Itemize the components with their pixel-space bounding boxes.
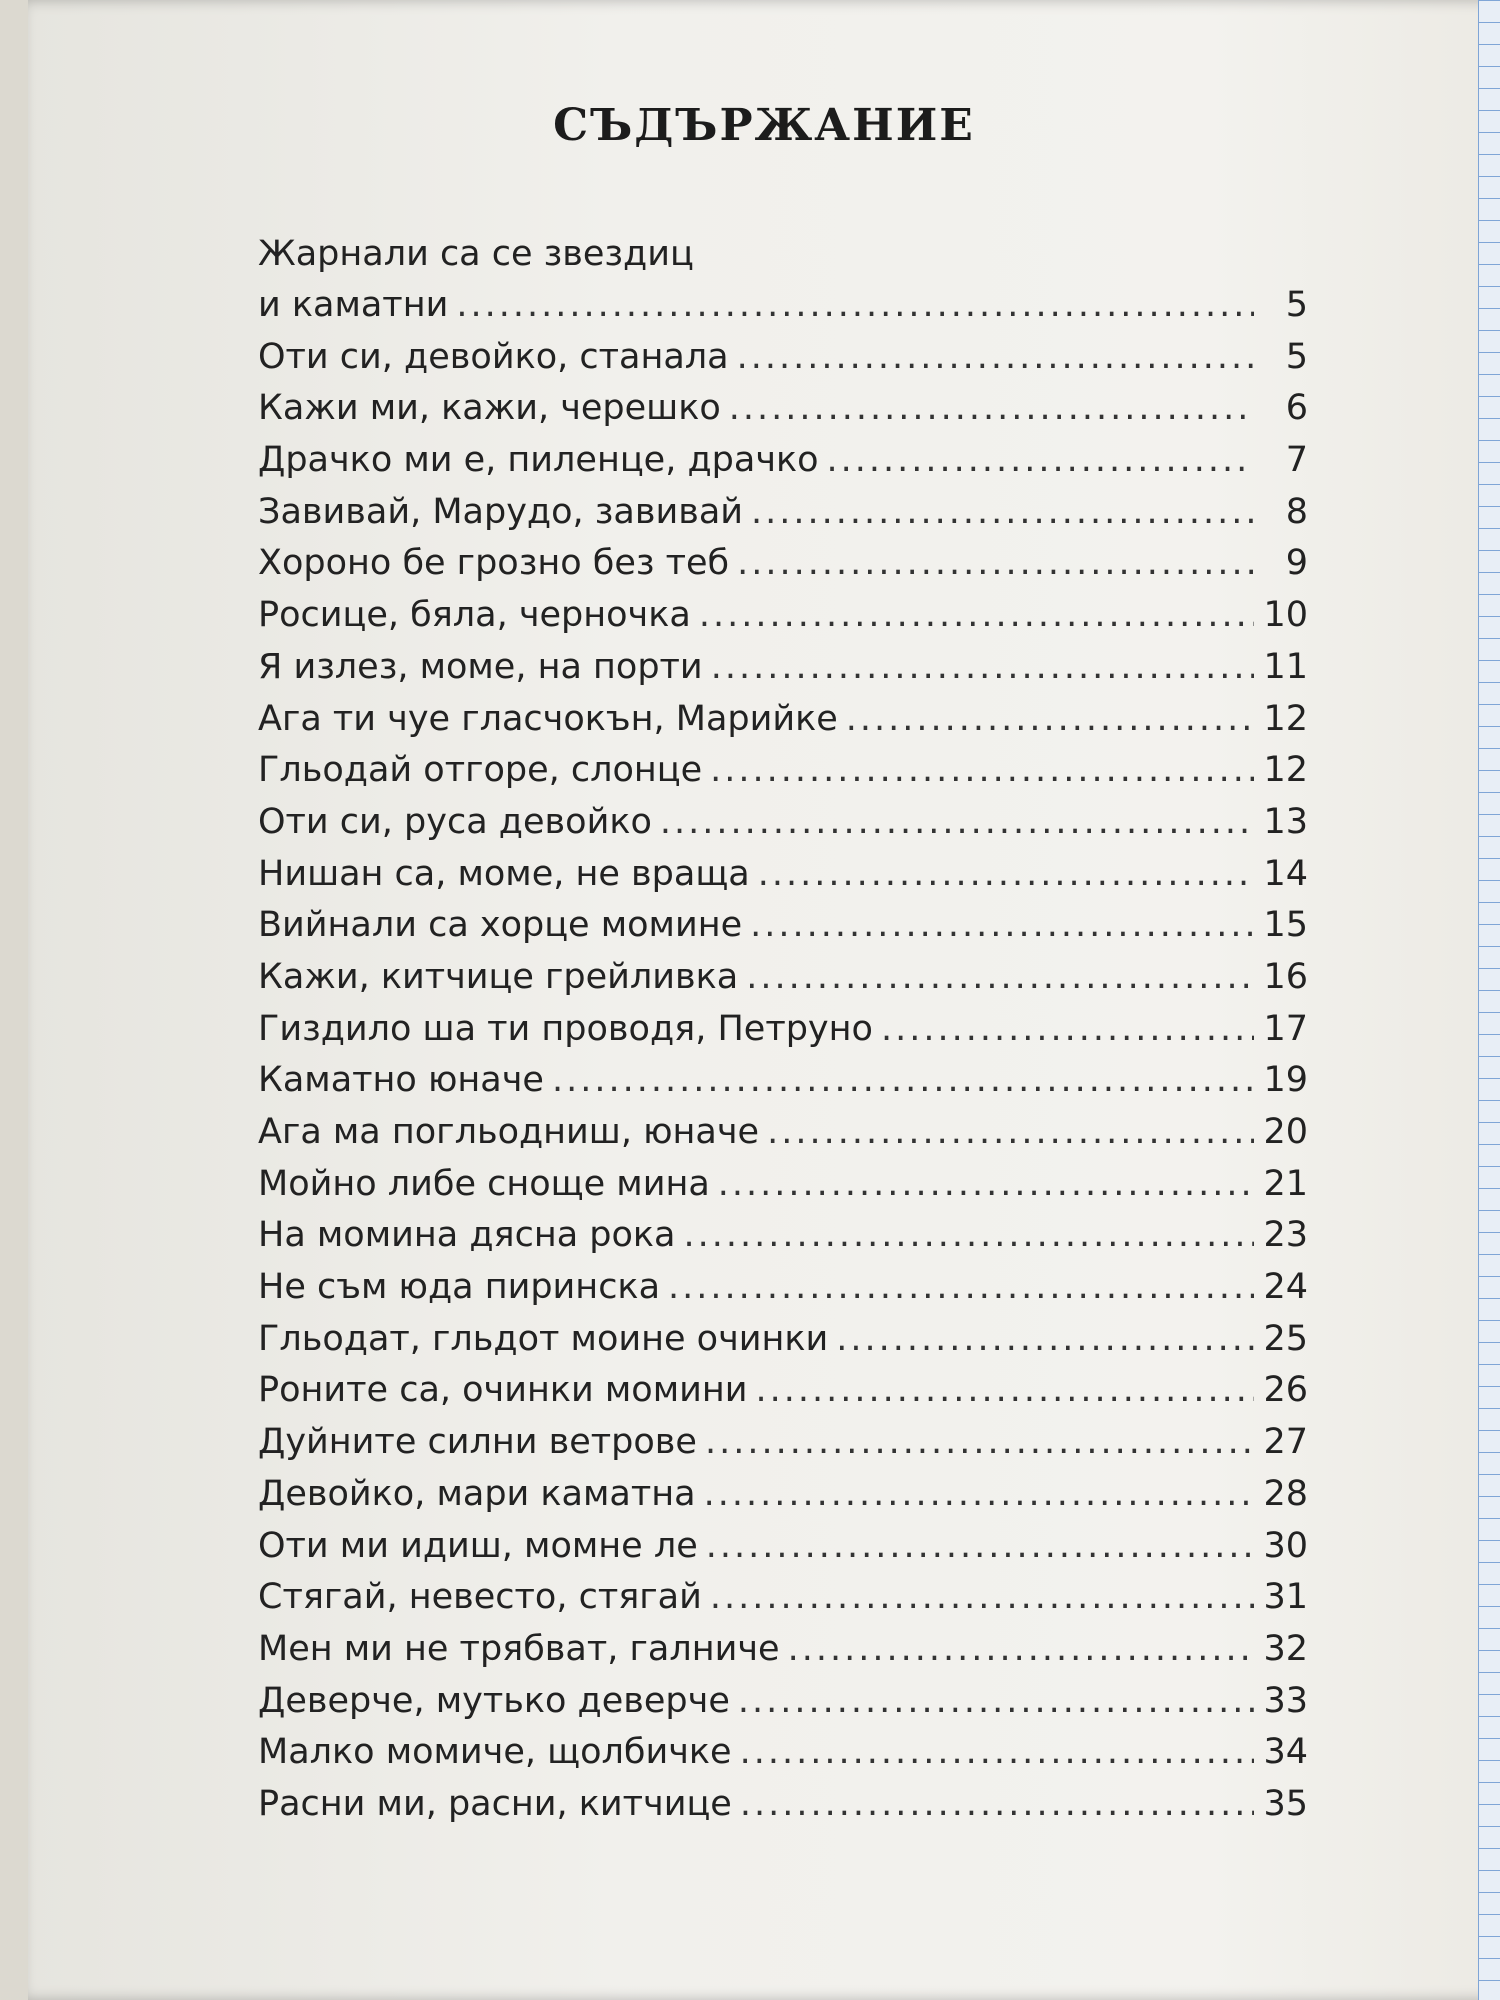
toc-entry-page: 21 <box>1263 1163 1308 1204</box>
dot-leader <box>751 487 1254 539</box>
toc-entry-title: Я излез, моме, на порти <box>258 646 703 687</box>
dot-leader <box>660 797 1254 849</box>
toc-entry-page: 34 <box>1263 1732 1308 1773</box>
dot-leader <box>711 642 1254 694</box>
dot-leader <box>750 900 1254 952</box>
dot-leader <box>710 1572 1254 1624</box>
toc-entry-page: 5 <box>1285 285 1308 325</box>
toc-entry <box>258 952 1308 1004</box>
dot-leader <box>456 280 1254 332</box>
toc-entry <box>258 1572 1308 1624</box>
toc-entry-title: Стягай, невесто, стягай <box>258 1577 702 1618</box>
toc-entry-title: Хороно бе грозно без теб <box>258 543 730 584</box>
page-title: СЪДЪРЖАНИЕ <box>553 100 975 151</box>
toc-entry-page: 24 <box>1263 1267 1308 1308</box>
toc-entry-title: Мен ми не трябват, галниче <box>258 1628 780 1669</box>
toc-entry-title: Расни ми, расни, китчице <box>258 1783 732 1824</box>
toc-entry-title: Ага ти чуе гласчокън, Марийке <box>258 698 838 739</box>
dot-leader <box>836 1314 1254 1366</box>
dot-leader <box>881 1004 1254 1056</box>
toc-entry-title: Ага ма погльодниш, юначе <box>258 1112 760 1152</box>
toc-entry <box>258 797 1308 849</box>
toc-entry-page: 27 <box>1263 1422 1308 1463</box>
toc-entry-title: Малко момиче, щолбичке <box>258 1732 732 1773</box>
toc-entry-title: Гльодай отгоре, слонце <box>258 750 703 791</box>
toc-entry <box>258 1521 1308 1573</box>
toc-entry-page: 30 <box>1263 1525 1308 1566</box>
toc-entry <box>258 900 1308 952</box>
toc-entry-page: 17 <box>1263 1008 1308 1049</box>
toc-entry-page: 10 <box>1263 595 1308 636</box>
dot-leader <box>738 1676 1254 1728</box>
dot-leader <box>788 1624 1254 1676</box>
toc-entry-page: 15 <box>1263 905 1308 946</box>
toc-entry-page: 7 <box>1285 440 1308 481</box>
toc-entry-title: Завивай, Марудо, завивай <box>258 491 744 532</box>
dot-leader <box>668 1262 1254 1314</box>
toc-entry-page: 31 <box>1263 1577 1308 1618</box>
toc-entry <box>258 745 1308 797</box>
toc-entry-title: Девойко, мари каматна <box>258 1473 696 1514</box>
toc-entry-page: 5 <box>1285 336 1308 377</box>
toc-entry <box>258 1210 1308 1262</box>
toc-entry-title: Мойно либе сноще мина <box>258 1163 710 1204</box>
toc-entry <box>258 1417 1308 1469</box>
toc-entry-page: 32 <box>1263 1628 1308 1669</box>
toc-entry-title: Нишан са, моме, не враща <box>258 853 750 894</box>
toc-entry-title: Каматно юначе <box>258 1060 544 1101</box>
toc-entry <box>258 1004 1308 1056</box>
toc-entry-title: Гиздило ша ти проводя, Петруно <box>258 1008 873 1049</box>
toc-entry <box>258 694 1308 746</box>
dot-leader <box>755 1365 1254 1417</box>
toc-entry-title: Оти си, девойко, станала <box>258 336 729 377</box>
toc-entry-title: Кажи ми, кажи, черешко <box>258 388 721 429</box>
toc-entry <box>258 1779 1308 1831</box>
dot-leader <box>740 1727 1254 1779</box>
toc-entry-page: 33 <box>1263 1680 1308 1721</box>
toc-entry <box>258 590 1308 642</box>
table-of-contents <box>258 228 1308 1831</box>
toc-entry-title: На момина дясна рока <box>258 1215 676 1256</box>
book-page <box>28 0 1500 2000</box>
dot-leader <box>729 383 1254 435</box>
toc-entry <box>258 538 1308 590</box>
toc-entry-page: 35 <box>1263 1783 1308 1824</box>
toc-entry-page: 16 <box>1263 956 1308 997</box>
toc-entry <box>258 849 1308 901</box>
toc-entry-title: Дуйните силни ветрове <box>258 1422 697 1463</box>
toc-entry-page: 20 <box>1263 1112 1308 1152</box>
dot-leader <box>704 1469 1254 1521</box>
toc-entry-page: 14 <box>1263 853 1308 894</box>
dot-leader <box>706 1521 1254 1573</box>
toc-entry <box>258 1107 1308 1159</box>
toc-entry-title: Не съм юда пиринска <box>258 1267 661 1308</box>
dot-leader <box>699 590 1254 642</box>
toc-entry <box>258 1624 1308 1676</box>
dot-leader <box>827 435 1254 487</box>
toc-entry <box>258 383 1308 435</box>
dot-leader <box>737 538 1254 590</box>
toc-entry <box>258 1469 1308 1521</box>
dot-leader <box>684 1210 1255 1262</box>
toc-entry <box>258 280 1308 332</box>
toc-entry-page: 12 <box>1263 698 1308 739</box>
toc-entry <box>258 1676 1308 1728</box>
dot-leader <box>710 745 1254 797</box>
grid-paper-edge <box>1478 0 1500 2000</box>
toc-entry <box>258 1159 1308 1211</box>
toc-entry-page: 26 <box>1263 1370 1308 1411</box>
toc-entry-page: 23 <box>1263 1215 1308 1256</box>
toc-entry <box>258 487 1308 539</box>
toc-entry <box>258 1727 1308 1779</box>
dot-leader <box>758 849 1254 901</box>
toc-entry-page: 8 <box>1285 491 1308 532</box>
toc-entry-page: 19 <box>1263 1060 1308 1101</box>
toc-entry-title: Оти си, руса девойко <box>258 801 652 842</box>
toc-entry-title: Драчко ми е, пиленце, драчко <box>258 440 819 481</box>
dot-leader <box>767 1107 1254 1159</box>
toc-entry <box>258 1055 1308 1107</box>
dot-leader <box>846 694 1254 746</box>
toc-entry-page: 6 <box>1285 388 1308 429</box>
toc-entry-title: и каматни <box>258 285 449 325</box>
toc-entry <box>258 1365 1308 1417</box>
dot-leader <box>705 1417 1254 1469</box>
toc-entry <box>258 1262 1308 1314</box>
toc-entry-page: 13 <box>1263 801 1308 842</box>
toc-entry-title: Росице, бяла, черночка <box>258 595 691 636</box>
toc-entry-page: 28 <box>1263 1473 1308 1514</box>
toc-entry-page: 12 <box>1263 750 1308 791</box>
toc-entry-title: Роните са, очинки момини <box>258 1370 748 1411</box>
toc-entry-title: Деверче, мутько деверче <box>258 1680 730 1721</box>
toc-entry <box>258 332 1308 384</box>
toc-entry-first-line: Жарнали са се звездиц <box>258 234 694 274</box>
dot-leader <box>740 1779 1254 1831</box>
toc-entry <box>258 435 1308 487</box>
toc-entry-title: Оти ми идиш, момне ле <box>258 1525 698 1566</box>
toc-entry-page: 25 <box>1263 1318 1308 1359</box>
toc-entry-page: 9 <box>1285 543 1308 584</box>
dot-leader <box>718 1159 1254 1211</box>
toc-entry-title: Вийнали са хорце момине <box>258 905 743 946</box>
toc-entry <box>258 1314 1308 1366</box>
toc-entry-title: Гльодат, гльдот моине очинки <box>258 1318 829 1359</box>
toc-entry <box>258 642 1308 694</box>
dot-leader <box>737 332 1254 384</box>
dot-leader <box>552 1055 1254 1107</box>
toc-entry-page: 11 <box>1263 646 1308 687</box>
toc-entry-title: Кажи, китчице грейливка <box>258 956 739 997</box>
dot-leader <box>746 952 1254 1004</box>
